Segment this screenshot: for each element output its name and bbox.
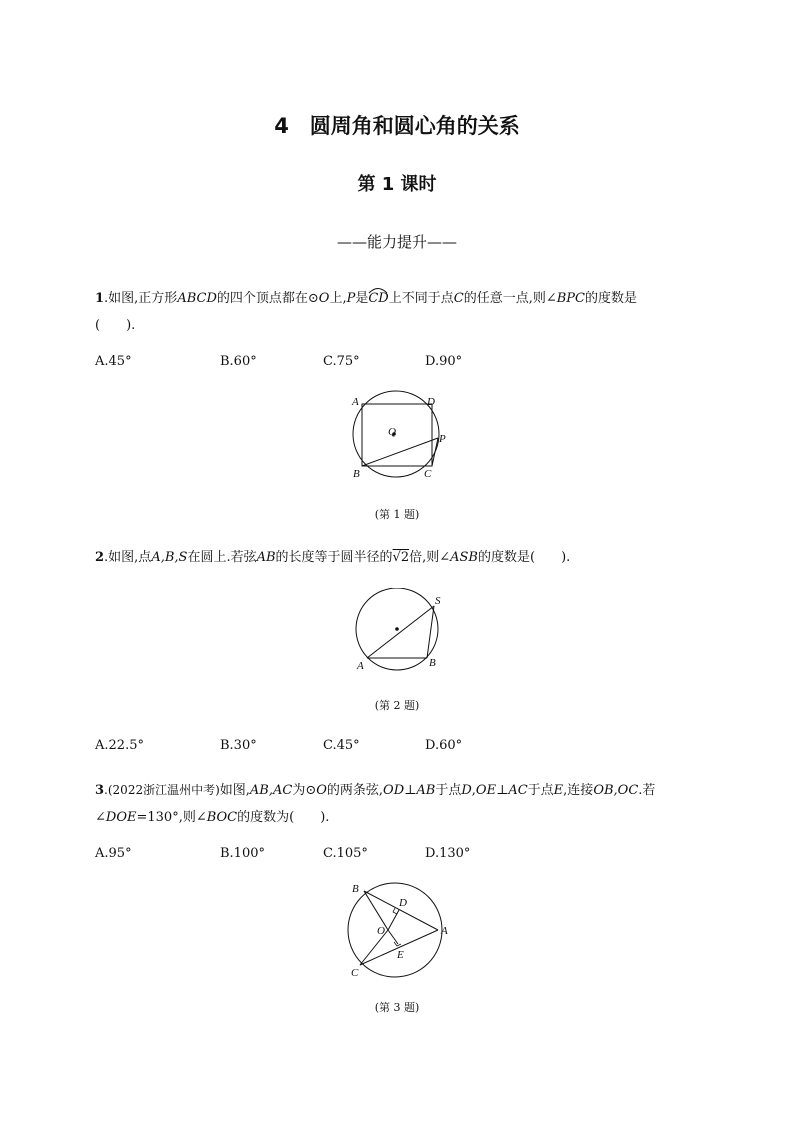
q1-var: O (318, 291, 330, 306)
fig1-label-d: D (427, 396, 435, 408)
q3-var: OD (383, 783, 405, 798)
q1-text: 的任意一点,则∠ (463, 291, 557, 306)
q2-text: 在圆上.若弦 (187, 550, 257, 565)
q2-var: A,B,S (151, 550, 188, 565)
figure-2-caption: (第 2 题) (374, 699, 420, 712)
lesson-subtitle: 第 1 课时 (357, 174, 437, 195)
fig1-label-a: A (352, 396, 359, 408)
q2-var: ASB (450, 550, 478, 565)
fig2-label-s: S (435, 595, 441, 607)
q1-option-a: A.45° (95, 354, 132, 369)
question-1-line-2: ( ). (95, 318, 136, 333)
figure-1-caption: (第 1 题) (374, 508, 420, 521)
q2-text: 倍,则∠ (409, 550, 451, 565)
figure-3-caption: (第 3 题) (374, 1001, 420, 1014)
q1-var: C (453, 291, 464, 306)
question-number: 1 (95, 291, 105, 306)
q2-option-c: C.45° (323, 738, 360, 753)
figure-3 (340, 878, 460, 988)
q3-var: E (553, 783, 564, 798)
sqrt-two: √2 (392, 550, 410, 565)
q3-var: OB,OC (593, 783, 639, 798)
q2-option-a: A.22.5° (95, 738, 144, 753)
q2-var: AB (256, 550, 276, 565)
q3-text: =130°,则∠ (136, 810, 207, 825)
q3-option-c: C.105° (323, 846, 368, 861)
fig1-label-p: P (439, 433, 446, 445)
fig2-label-b: B (429, 657, 436, 669)
q2-text: .如图,点 (104, 550, 152, 565)
question-1-line-1 (95, 287, 637, 306)
q3-var: AB (416, 783, 436, 798)
q3-text: ⊥ (496, 783, 509, 798)
q2-option-b: B.30° (220, 738, 257, 753)
q3-var: AB,AC (249, 783, 293, 798)
q3-text: 为⊙ (292, 783, 317, 798)
q3-text: 的度数为( ). (237, 810, 330, 825)
question-3-line-2 (95, 806, 329, 825)
q1-text: .如图,正方形 (104, 291, 178, 306)
q3-var: O (316, 783, 327, 798)
q3-text: .若 (638, 783, 656, 798)
q3-option-d: D.130° (425, 846, 471, 861)
fig3-label-d: D (399, 897, 407, 909)
q3-var: D (461, 783, 472, 798)
q1-var: P (346, 291, 356, 306)
q3-text: 于点 (527, 783, 554, 798)
question-2-line-1 (95, 546, 570, 565)
q3-text: ,连接 (563, 783, 594, 798)
q1-text: 的度数是 (584, 291, 637, 306)
q3-text: ∠ (95, 810, 106, 825)
fig3-label-e: E (397, 949, 404, 961)
q3-text: 如图, (219, 783, 250, 798)
q1-text: 上不同于点 (388, 291, 454, 306)
q3-text: 于点 (435, 783, 462, 798)
q1-option-b: B.60° (220, 354, 257, 369)
q1-var: BPC (556, 291, 585, 306)
figure-2 (345, 588, 455, 680)
q3-var: DOE (105, 810, 137, 825)
question-number: 3 (95, 783, 105, 798)
q3-text: , (471, 783, 476, 798)
q1-text: 是 (355, 291, 369, 306)
q1-var: ABCD (177, 291, 217, 306)
arc-mark-icon (368, 286, 388, 294)
q2-option-d: D.60° (425, 738, 463, 753)
q2-text: 的度数是( ). (478, 550, 571, 565)
question-number: 2 (95, 550, 105, 565)
fig3-label-a: A (441, 925, 448, 937)
q3-option-b: B.100° (220, 846, 265, 861)
q3-var: OE (475, 783, 497, 798)
question-3-line-1 (95, 779, 655, 798)
q3-source: .(2022浙江温州中考) (104, 783, 220, 797)
fig1-label-b: B (353, 468, 360, 480)
fig3-label-o: O (377, 925, 385, 937)
q3-var: BOC (206, 810, 238, 825)
fig3-label-c: C (351, 967, 359, 979)
fig3-label-b: B (352, 883, 359, 895)
section-heading: ——能力提升—— (336, 233, 457, 251)
arc-cd (368, 291, 388, 306)
fig1-label-q: Q (388, 426, 396, 438)
q3-text: 的两条弦, (326, 783, 384, 798)
q1-option-c: C.75° (323, 354, 360, 369)
fig2-label-a: A (357, 660, 364, 672)
arc-cd-label: CD (368, 291, 389, 306)
q1-text: 上, (329, 291, 347, 306)
q3-var: AC (508, 783, 528, 798)
fig1-label-c: C (424, 468, 432, 480)
q3-text: ⊥ (404, 783, 417, 798)
figure-1 (340, 388, 460, 488)
q2-text: 的长度等于圆半径的 (275, 550, 393, 565)
q1-option-d: D.90° (425, 354, 463, 369)
page-title: 4 圆周角和圆心角的关系 (274, 114, 520, 138)
q1-text: 的四个顶点都在⊙ (216, 291, 319, 306)
q3-option-a: A.95° (95, 846, 132, 861)
